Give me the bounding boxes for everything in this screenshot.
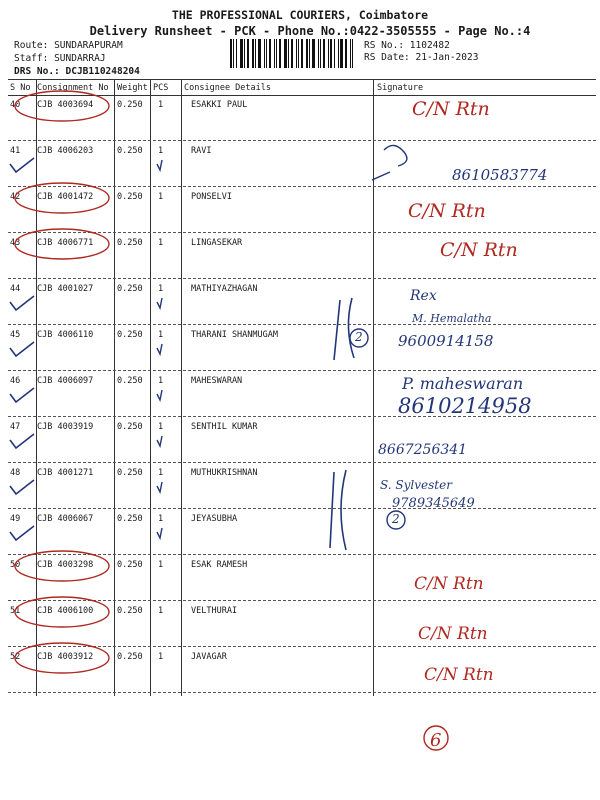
handwritten-phone: 8610583774 [452,166,548,184]
row-divider [8,692,596,693]
row-consignee: LINGASEKAR [191,238,243,248]
row-weight: 0.250 [117,514,143,524]
row-divider [8,600,596,601]
row-weight: 0.250 [117,652,143,662]
col-signature: Signature [377,83,424,93]
handwritten-remark: C/N Rtn [414,574,484,594]
row-consignee: SENTHIL KUMAR [191,422,258,432]
rs-date-value: 21-Jan-2023 [415,52,479,63]
staff-line: Staff: SUNDARRAJ [14,53,106,64]
row-pcs: 1 [158,514,164,524]
row-sno: 41 [10,146,21,156]
col-sno: S No [10,83,31,93]
row-consignee: PONSELVI [191,192,232,202]
row-sno: 52 [10,652,21,662]
handwritten-phone: 8667256341 [378,442,468,458]
row-consignee: MATHIYAZHAGAN [191,284,258,294]
row-consignment: CJB 4003919 [37,422,94,432]
row-sno: 46 [10,376,21,386]
handwritten-phone: 9789345649 [392,496,475,511]
row-sno: 48 [10,468,21,478]
row-weight: 0.250 [117,606,143,616]
row-pcs: 1 [158,192,164,202]
row-weight: 0.250 [117,468,143,478]
row-weight: 0.250 [117,238,143,248]
row-pcs: 1 [158,422,164,432]
rs-no-line: RS No.: 1102482 [364,40,450,51]
handwritten-count: 2 [392,512,400,526]
row-consignee: VELTHURAI [191,606,238,616]
row-pcs: 1 [158,100,164,110]
row-consignment: CJB 4006771 [37,238,94,248]
row-consignment: CJB 4006100 [37,606,94,616]
row-divider [8,508,596,509]
handwritten-remark: C/N Rtn [418,624,488,644]
col-pcs: PCS [153,83,169,93]
row-pcs: 1 [158,238,164,248]
row-consignment: CJB 4003912 [37,652,94,662]
handwritten-remark: C/N Rtn [408,200,486,222]
row-weight: 0.250 [117,192,143,202]
row-consignee: MAHESWARAN [191,376,243,386]
row-sno: 45 [10,330,21,340]
row-consignment: CJB 4006097 [37,376,94,386]
handwritten-phone: 8610214958 [398,394,532,418]
row-pcs: 1 [158,284,164,294]
drs-line: DRS No.: DCJB110248204 [14,66,140,77]
row-divider [8,232,596,233]
handwritten-remark: C/N Rtn [424,665,494,685]
rs-date-line: RS Date: 21-Jan-2023 [364,52,479,63]
row-pcs: 1 [158,560,164,570]
col-consignment: Consignment No [37,83,109,93]
row-consignee: THARANI SHANMUGAM [191,330,278,340]
row-weight: 0.250 [117,284,143,294]
handwritten-count: 6 [430,730,442,751]
row-sno: 49 [10,514,21,524]
row-consignee: RAVI [191,146,212,156]
row-pcs: 1 [158,468,164,478]
row-pcs: 1 [158,652,164,662]
staff-value: SUNDARRAJ [54,53,106,64]
row-weight: 0.250 [117,146,143,156]
barcode [230,39,356,68]
handwritten-name: Rex [410,288,437,304]
row-consignment: CJB 4006110 [37,330,94,340]
row-sno: 40 [10,100,21,110]
row-sno: 42 [10,192,21,202]
row-divider [8,140,596,141]
row-sno: 47 [10,422,21,432]
row-divider [8,646,596,647]
row-consignee: ESAK RAMESH [191,560,248,570]
col-consignee: Consignee Details [184,83,271,93]
row-divider [8,278,596,279]
runsheet-subtitle: Delivery Runsheet - PCK - Phone No.:0422-3505555 - Page No.:4 [89,24,531,38]
row-consignee: ESAKKI PAUL [191,100,248,110]
handwritten-remark: C/N Rtn [412,98,490,120]
row-weight: 0.250 [117,330,143,340]
row-sno: 51 [10,606,21,616]
row-divider [8,462,596,463]
row-consignment: CJB 4003298 [37,560,94,570]
handwritten-name: M. Hemalatha [412,312,492,325]
row-pcs: 1 [158,146,164,156]
runsheet-title: THE PROFESSIONAL COURIERS, Coimbatore [171,8,429,22]
route-line: Route: SUNDARAPURAM [14,40,123,51]
drs-value: DCJB110248204 [65,66,140,77]
row-consignee: JEYASUBHA [191,514,238,524]
row-weight: 0.250 [117,376,143,386]
row-pcs: 1 [158,330,164,340]
handwritten-remark: C/N Rtn [440,239,518,261]
handwritten-name: S. Sylvester [380,478,452,492]
row-sno: 44 [10,284,21,294]
handwritten-name: P. maheswaran [402,374,524,393]
row-consignment: CJB 4003694 [37,100,94,110]
row-divider [8,186,596,187]
row-divider [8,370,596,371]
row-divider [8,554,596,555]
row-weight: 0.250 [117,560,143,570]
row-consignment: CJB 4006067 [37,514,94,524]
row-consignment: CJB 4001271 [37,468,94,478]
col-weight: Weight [117,83,148,93]
row-pcs: 1 [158,606,164,616]
handwritten-phone: 9600914158 [398,332,494,350]
row-sno: 50 [10,560,21,570]
row-consignment: CJB 4001027 [37,284,94,294]
rs-no-value: 1102482 [409,40,450,51]
row-pcs: 1 [158,376,164,386]
handwritten-count: 2 [355,330,363,344]
row-consignment: CJB 4001472 [37,192,94,202]
table-header-rule [8,95,596,96]
row-weight: 0.250 [117,422,143,432]
row-sno: 43 [10,238,21,248]
route-value: SUNDARAPURAM [54,40,123,51]
row-consignee: MUTHUKRISHNAN [191,468,258,478]
table-top-rule [8,79,596,80]
row-consignment: CJB 4006203 [37,146,94,156]
row-weight: 0.250 [117,100,143,110]
row-divider [8,324,596,325]
row-consignee: JAVAGAR [191,652,227,662]
